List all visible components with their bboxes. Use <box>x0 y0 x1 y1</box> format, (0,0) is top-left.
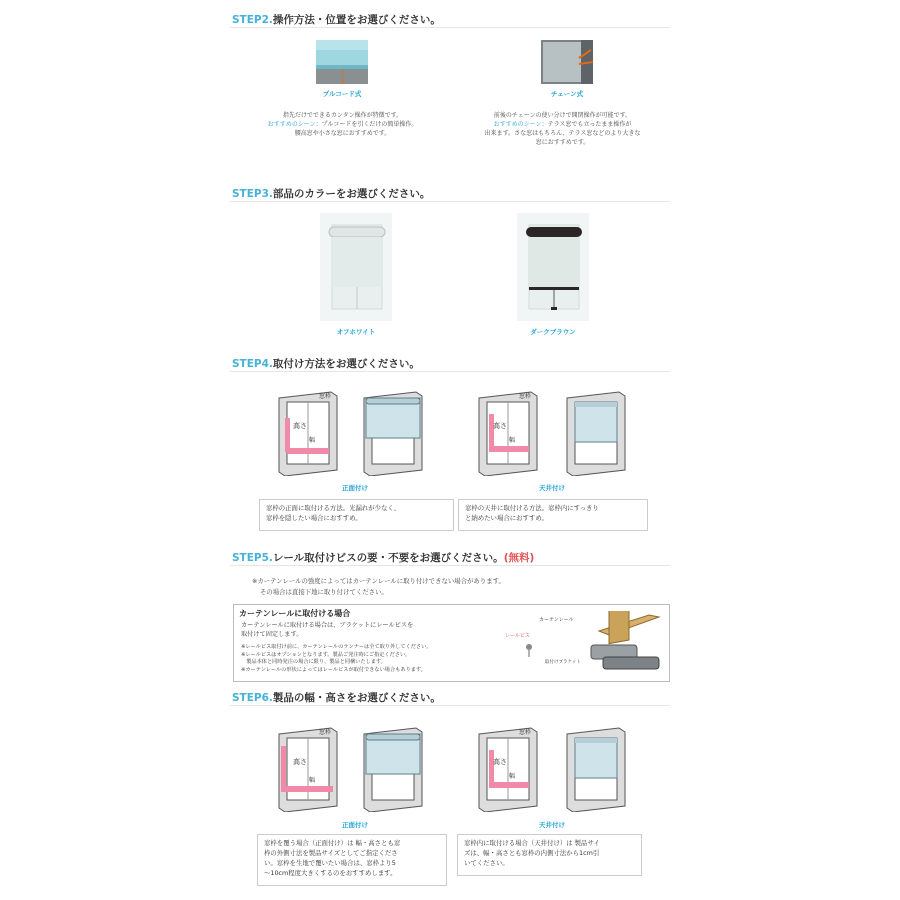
step5-note-1: ※カーテンレールの強度によってはカーテンレールに取り付けできない場合があります。 <box>252 577 505 585</box>
size-front-caption: 正面付け <box>342 821 368 829</box>
ceiling-mount-caption: 天井付け <box>539 484 565 492</box>
svg-text:幅: 幅 <box>309 777 316 784</box>
size-ceiling-caption: 天井付け <box>539 821 565 829</box>
step5-note-2: その場合は直接下地に取り付けてください。 <box>260 588 388 596</box>
offwhite-caption: オフホワイト <box>336 328 376 336</box>
chain-photo <box>541 40 593 84</box>
size-ceiling-frame-diagram <box>475 726 543 812</box>
svg-text:窓枠: 窓枠 <box>319 393 332 400</box>
offwhite-photo <box>320 213 392 321</box>
step2-heading <box>230 12 670 28</box>
step2-number: STEP2. <box>232 14 273 26</box>
svg-text:高さ: 高さ <box>293 758 307 766</box>
size-front-installed-diagram <box>360 726 428 812</box>
svg-text:レールビス: レールビス <box>505 633 530 639</box>
svg-text:窓枠: 窓枠 <box>319 729 332 736</box>
svg-text:高さ: 高さ <box>493 422 507 430</box>
svg-text:幅: 幅 <box>509 773 516 780</box>
size-ceiling-installed-diagram <box>563 726 631 812</box>
step4-section <box>230 356 670 372</box>
svg-text:窓枠: 窓枠 <box>519 393 532 400</box>
step2-title: 操作方法・位置をお選びください。 <box>272 14 441 26</box>
size-front-description: 窓枠を覆う場合（正面付け）は 幅・高さとも窓 枠の外側寸法を製品サイズとしてご指定くださ い。窓枠を生地で覆いたい場合は、窓枠より5 ～10cm程度大きくするのをおすすめします。 <box>257 834 447 886</box>
svg-text:窓枠: 窓枠 <box>519 729 532 736</box>
rail-mount-box <box>233 604 670 682</box>
svg-text:高さ: 高さ <box>293 422 307 430</box>
darkbrown-photo <box>517 213 589 321</box>
rail-box-notes: ※レールビス取付け前に、カーテンレールのランナーは全て取り外してください。 ※レールビスはオプションとなります。製品ご発注時にご指定ください。 製品本体と同時発注の場合に限り、製品と同梱いたします。 ※カーテンレールの形状によってはレールビスが取付できない場合もあります。 <box>241 644 432 673</box>
size-ceiling-description: 窓枠内に取付ける場合（天井付け）は 製品サイ ズは、幅・高さとも窓枠の内側寸法から1cm引 いてください。 <box>457 834 642 876</box>
step5-section <box>230 550 670 566</box>
step6-section <box>230 690 670 706</box>
pullcord-caption: プルコード式 <box>322 90 362 98</box>
product-guide <box>230 0 670 900</box>
size-front-frame-diagram <box>275 726 343 812</box>
svg-text:取付けブラケット: 取付けブラケット <box>545 660 581 665</box>
step2-section <box>230 12 670 28</box>
rail-box-text: カーテンレールに取付ける場合は、ブラケットにレールビスを 取付けて固定します。 <box>241 622 414 638</box>
step4-heading: STEP4.取付け方法をお選びください。 <box>230 356 670 372</box>
svg-text:幅: 幅 <box>509 437 516 444</box>
step6-heading: STEP6.製品の幅・高さをお選びください。 <box>230 690 670 706</box>
pullcord-description: 指先だけでできるカンタン操作が特徴です。 おすすめのシーン：プルコードを引くだけの簡単操作。 腰高窓や小さな窓におすすめです。 <box>267 112 418 137</box>
darkbrown-caption: ダークブラウン <box>530 328 576 336</box>
ceiling-mount-frame-diagram <box>475 390 543 476</box>
front-mount-caption: 正面付け <box>342 484 368 492</box>
step5-heading: STEP5.レール取付けビスの要・不要をお選びください。(無料) <box>230 550 670 566</box>
step3-heading: STEP3.部品のカラーをお選びください。 <box>230 186 670 202</box>
front-mount-frame-diagram <box>275 390 343 476</box>
chain-description: 前後のチェーンの使い分けで開閉操作が可能です。 おすすめのシーン：テラス窓でも立ったまま操作が 出来ます。さな窓はもちろん、テラス窓などのより大きな 窓におすすめです。 <box>484 112 641 146</box>
front-mount-description: 窓枠の正面に取付ける方法。光漏れが少なく、 窓枠を隠したい場合におすすめ。 <box>259 499 454 531</box>
svg-text:カーテンレール: カーテンレール <box>539 617 574 623</box>
pullcord-photo <box>316 40 368 84</box>
rail-bracket-diagram <box>499 611 667 677</box>
svg-text:幅: 幅 <box>309 437 316 444</box>
svg-text:高さ: 高さ <box>493 758 507 766</box>
rail-box-title: カーテンレールに取付ける場合 <box>239 609 351 618</box>
front-mount-installed-diagram <box>360 390 428 476</box>
step3-section <box>230 186 670 202</box>
chain-caption: チェーン式 <box>550 90 584 98</box>
ceiling-mount-installed-diagram <box>563 390 631 476</box>
ceiling-mount-description: 窓枠の天井に取付ける方法。窓枠内にすっきり と納めたい場合におすすめ。 <box>458 499 648 531</box>
